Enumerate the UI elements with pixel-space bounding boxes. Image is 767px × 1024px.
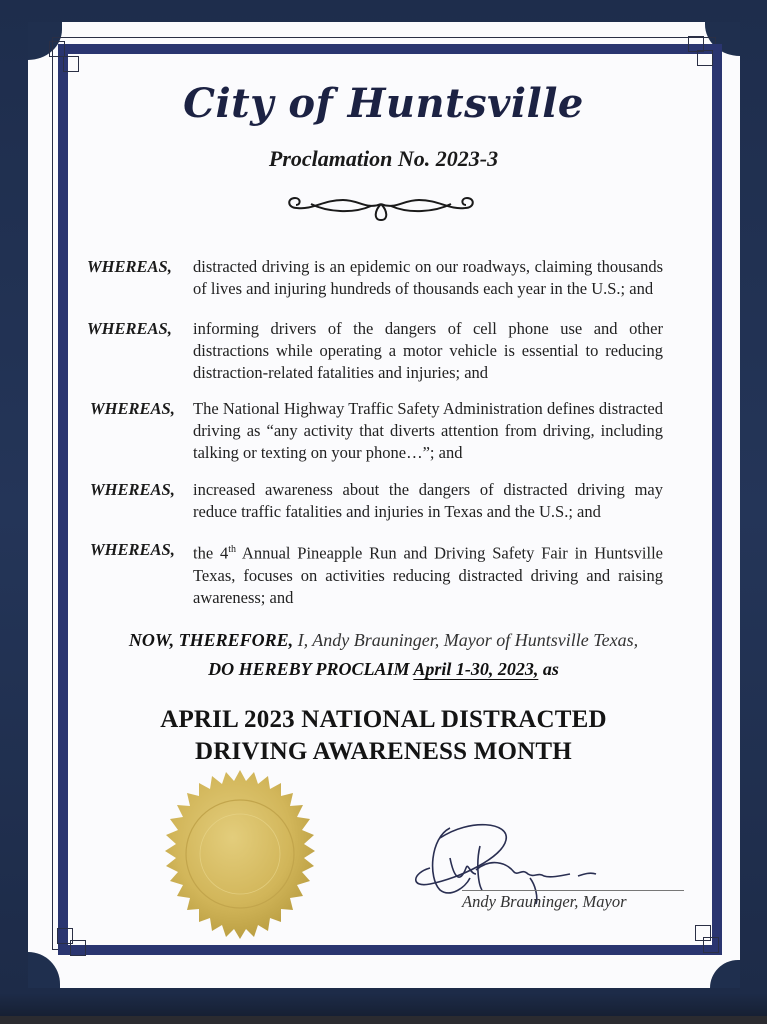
headline-line-2: DRIVING AWARENESS MONTH [195,738,572,765]
now-therefore-text: I, Andy Brauninger, Mayor of Huntsville Texas, [293,630,639,650]
whereas-label: WHEREAS, [90,540,175,559]
whereas-text: Annual Pineapple Run and Driving Safety Fair in Huntsville Texas, focuses on activities reducing distracted driving and raising awareness; and [193,543,663,607]
whereas-clause-5 [0,539,767,605]
whereas-text-block [193,539,663,609]
whereas-text: increased awareness about the dangers of distracted driving may reduce traffic fatalities and injuries in Texas and the U.S.; and [193,480,663,521]
whereas-label: WHEREAS, [90,399,175,418]
proclaim-lead: DO HEREBY PROCLAIM [208,659,414,679]
now-therefore-lead: NOW, THEREFORE, [128,630,294,650]
whereas-label: WHEREAS, [90,480,175,499]
whereas-clause-2 [0,318,767,384]
proclamation-headline [0,704,767,768]
whereas-text-prefix: the 4 [193,543,229,563]
headline-line-1: APRIL 2023 NATIONAL DISTRACTED [160,706,607,733]
whereas-text: distracted driving is an epidemic on our roadways, claiming thousands of lives and injuring hundreds of thousands each year in the U.S.; and [193,257,663,298]
scroll-flourish-icon [283,190,479,224]
whereas-label: WHEREAS, [87,257,172,276]
proclaim-line [0,659,767,680]
whereas-clause-1 [0,256,767,300]
whereas-text: The National Highway Traffic Safety Administration defines distracted driving as “any activity that diverts attention from driving, including talking or texting on your phone…”; and [193,399,663,462]
gold-seal-icon [160,768,320,940]
now-therefore-line [0,630,767,651]
whereas-label: WHEREAS, [87,319,172,338]
proclaim-date: April 1-30, 2023, [413,659,539,679]
proclaim-tail: as [538,659,559,679]
signature-line [462,890,684,891]
whereas-clause-4 [0,479,767,523]
whereas-text: informing drivers of the dangers of cell phone use and other distractions while operating a motor vehicle is essential to reducing distraction-related fatalities and injuries; and [193,319,663,382]
whereas-clause-3 [0,398,767,464]
proclamation-number: Proclamation No. 2023-3 [268,146,499,171]
city-title: City of Huntsville [183,80,584,127]
signer-name: Andy Brauninger, Mayor [462,892,627,911]
ordinal-suffix: th [228,544,236,555]
